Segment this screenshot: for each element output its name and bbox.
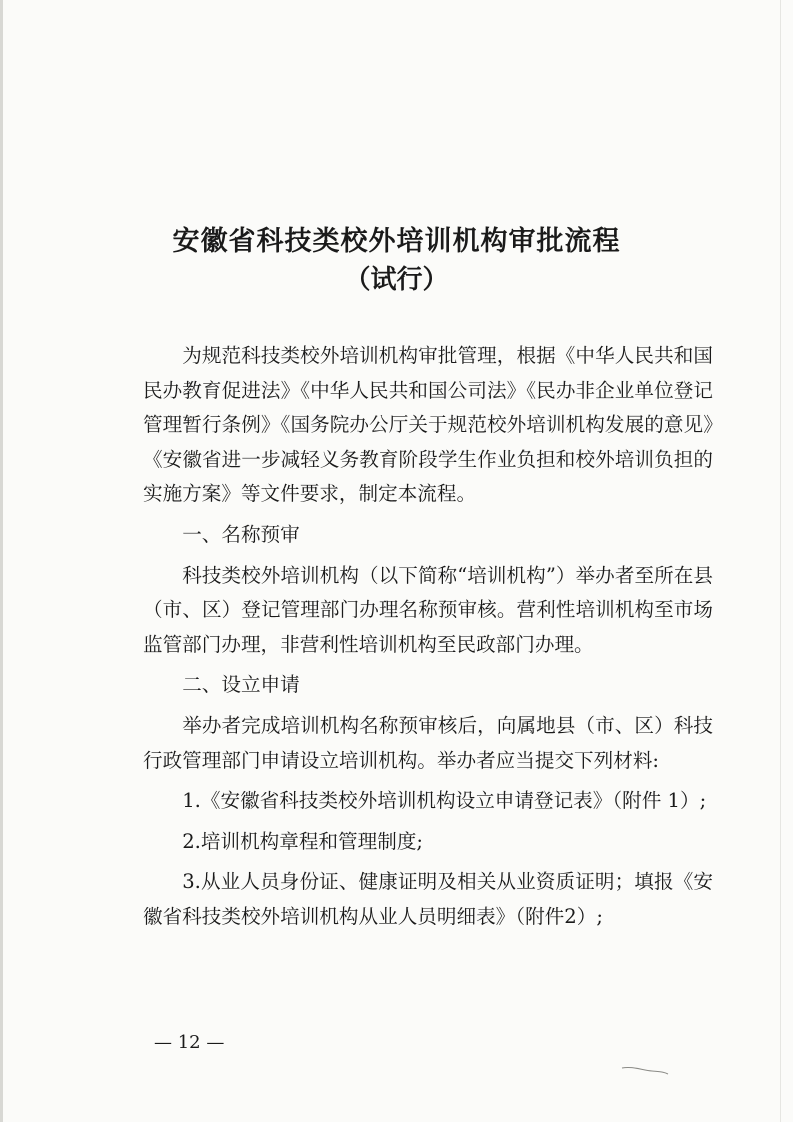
- list-item: 1.《安徽省科技类校外培训机构设立申请登记表》（附件 1）;: [182, 789, 707, 813]
- list-item: 3.从业人员身份证、健康证明及相关从业资质证明；填报《安徽省科技类校外培训机构从业人员明细表》（附件2）;: [143, 870, 713, 928]
- document-subtitle: （试行）: [344, 265, 449, 295]
- document-title: 安徽省科技类校外培训机构审批流程: [172, 226, 621, 257]
- pen-mark: [620, 1062, 670, 1076]
- section-text-application: 举办者完成培训机构名称预审核后，向属地县（市、区）科技行政管理部门申请设立培训机构。举办者应当提交下列材料:: [143, 713, 713, 772]
- section-heading-application: 二、设立申请: [182, 673, 300, 697]
- list-item: 2.培训机构章程和管理制度;: [182, 829, 424, 853]
- page-number: — 12 —: [154, 1032, 225, 1053]
- intro-paragraph: 为规范科技类校外培训机构审批管理，根据《中华人民共和国民办教育促进法》《中华人民共和国公司法》《民办非企业单位登记管理暂行条例》《国务院办公厅关于规范校外培训机构发展的意见》《安徽省进一步减轻义务教育阶段学生作业负担和校外培训负担的实施方案》等文件要求，制定本流程。: [143, 344, 713, 506]
- scan-edge-left: [0, 0, 3, 1122]
- document-body: [143, 339, 713, 935]
- section-heading-name-review: 一、名称预审: [182, 522, 300, 546]
- section-text-name-review: 科技类校外培训机构（以下简称“培训机构”）举办者至所在县（市、区）登记管理部门办理名称预审核。营利性培训机构至市场监管部门办理，非营利性培训机构至民政部门办理。: [143, 563, 713, 656]
- scan-edge-right: [780, 0, 781, 1122]
